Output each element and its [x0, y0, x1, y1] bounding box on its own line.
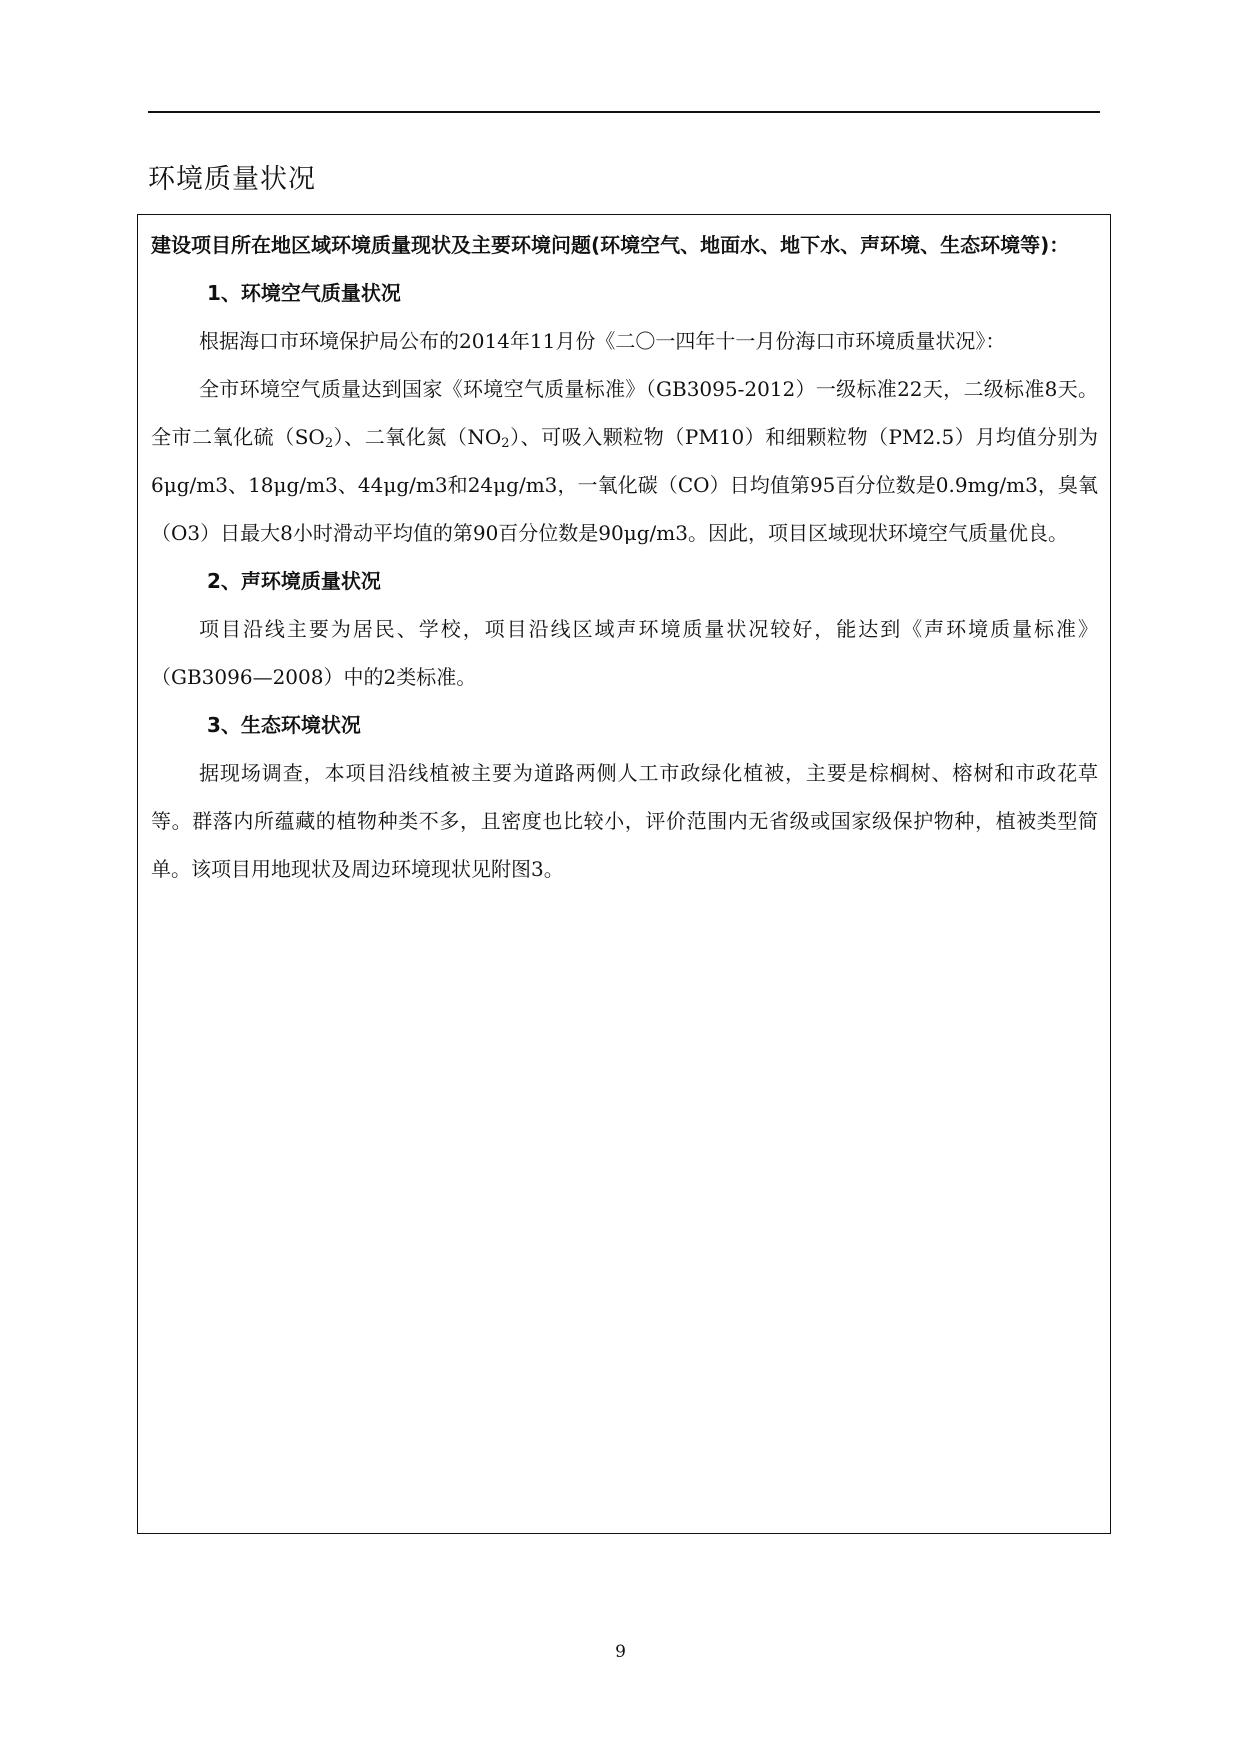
environment-quality-box: [137, 214, 1111, 1534]
eco-status-heading: 3、生态环境状况: [207, 713, 361, 737]
air-quality-source-paragraph: 根据海口市环境保护局公布的2014年11月份《二〇一四年十一月份海口市环境质量状况》：: [199, 329, 1006, 353]
air-text-part-2: ）、二氧化氮（NO: [333, 425, 502, 449]
air-text-part-3: ）、可吸入颗粒物（PM10）和细颗粒物（PM2.5）月均值分别为6μg/m3、18μg/m3、44μg/m3和24μg/m3，一氧化碳（CO）日均值第95百分位数是0.9mg/m3，臭氧（O3）日最大8小时滑动平均值的第90百分位数是90μg/m3。因此，项目区域现状环境空气质量优良。: [151, 425, 1098, 545]
air-text-part-1: 全市环境空气质量达到国家《环境空气质量标准》（GB3095-2012）一级标准22天，二级标准8天。全市二氧化硫（SO: [151, 377, 1098, 449]
box-lead-question: 建设项目所在地区域环境质量现状及主要环境问题(环境空气、地面水、地下水、声环境、生态环境等)：: [151, 233, 1070, 257]
header-rule: [148, 111, 1100, 113]
air-quality-heading: 1、环境空气质量状况: [207, 281, 401, 305]
section-title: 环境质量状况: [148, 164, 316, 195]
air-quality-detail-paragraph: [151, 365, 1098, 557]
eco-status-paragraph: 据现场调查，本项目沿线植被主要为道路两侧人工市政绿化植被，主要是棕榈树、榕树和市政花草等。群落内所蕴藏的植物种类不多，且密度也比较小，评价范围内无省级或国家级保护物种，植被类型简单。该项目用地现状及周边环境现状见附图3。: [151, 761, 1098, 881]
page-number: 9: [615, 1642, 626, 1662]
noise-quality-paragraph: 项目沿线主要为居民、学校，项目沿线区域声环境质量状况较好，能达到《声环境质量标准》（GB3096—2008）中的2类标准。: [151, 617, 1098, 689]
noise-quality-heading: 2、声环境质量状况: [207, 569, 381, 593]
so2-subscript: 2: [324, 436, 334, 451]
no2-subscript: 2: [501, 436, 510, 451]
